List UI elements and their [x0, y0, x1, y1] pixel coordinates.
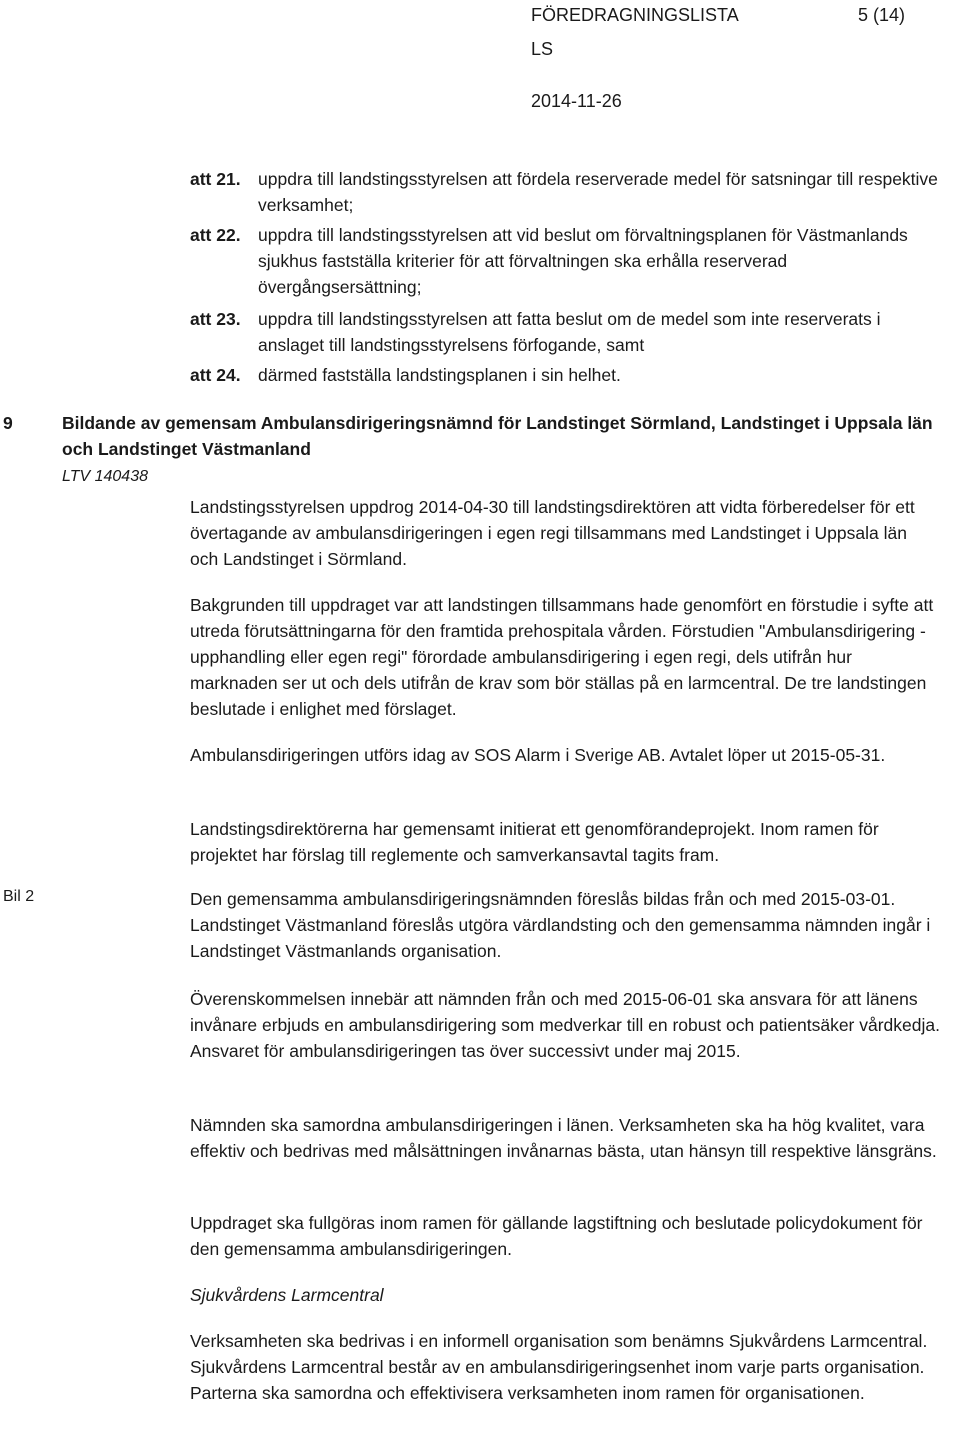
body-paragraph: Nämnden ska samordna ambulansdirigeringen i länen. Verksamheten ska ha hög kvalitet, vara effektiv och bedrivas med målsättningen invånarnas bästa, utan hänsyn till respektive länsgräns.: [190, 1115, 937, 1161]
body-paragraph: Överenskommelsen innebär att nämnden från och med 2015-06-01 ska ansvara för att länens invånare erbjuds en ambulansdirigering som medverkar till en robust och patientsäker vårdkedja. Ansvaret för ambulansdirigeringen tas över successivt under maj 2015.: [190, 989, 940, 1061]
attachment-note: Bil 2: [3, 888, 35, 905]
body-paragraph: Landstingsstyrelsen uppdrog 2014-04-30 till landstingsdirektören att vidta förberedelser för ett övertagande av ambulansdirigeringen i egen regi tillsammans med Landstinget i Uppsala län och Landstinget i Sörmland.: [190, 497, 915, 569]
att-text: uppdra till landstingsstyrelsen att fatta beslut om de medel som inte reserverats i anslaget till landstingsstyrelsens förfogande, samt: [258, 309, 881, 355]
att-text: därmed fastställa landstingsplanen i sin helhet.: [258, 365, 621, 385]
subheading: Sjukvårdens Larmcentral: [190, 1285, 384, 1305]
reference-number: LTV 140438: [62, 468, 148, 485]
page-number: 5 (14): [858, 5, 906, 25]
att-label: att 24.: [190, 365, 241, 385]
att-label: att 21.: [190, 169, 241, 189]
document-type: FÖREDRAGNINGSLISTA: [531, 5, 739, 25]
section-number: 9: [3, 413, 13, 433]
att-label: att 23.: [190, 309, 241, 329]
att-text: uppdra till landstingsstyrelsen att vid beslut om förvaltningsplanen för Västmanlands sjukhus fastställa kriterier för att förvaltningen ska erhålla reserverad övergångsersättning;: [258, 225, 908, 297]
body-paragraph: Ambulansdirigeringen utförs idag av SOS Alarm i Sverige AB. Avtalet löper ut 2015-05-31.: [190, 745, 886, 765]
body-paragraph: Uppdraget ska fullgöras inom ramen för gällande lagstiftning och beslutade policydokument för den gemensamma ambulansdirigeringen.: [190, 1213, 923, 1259]
document-date: 2014-11-26: [531, 91, 622, 111]
organization-code: LS: [531, 39, 554, 59]
body-paragraph: Landstingsdirektörerna har gemensamt initierat ett genomförandeprojekt. Inom ramen för projektet har förslag till reglemente och samverkansavtal tagits fram.: [190, 819, 879, 865]
section-title: Bildande av gemensam Ambulansdirigeringsnämnd för Landstinget Sörmland, Landstinget i Uppsala län och Landstinget Västmanland: [62, 413, 933, 459]
body-paragraph: Verksamheten ska bedrivas i en informell organisation som benämns Sjukvårdens Larmcentral. Sjukvårdens Larmcentral består av en ambulansdirigeringsenhet inom varje parts organisation. Parterna ska samordna och effektivisera verksamheten inom ramen för organisationen.: [190, 1331, 928, 1403]
att-label: att 22.: [190, 225, 241, 245]
body-paragraph: Bakgrunden till uppdraget var att landstingen tillsammans hade genomfört en förstudie i syfte att utreda förutsättningarna för den framtida prehospitala vården. Förstudien "Ambulansdirigering - upphandling eller egen regi" förordade ambulansdirigering i egen regi, dels utifrån hur marknaden ser ut och dels utifrån de krav som bör ställas på en larmcentral. De tre landstingen beslutade i enlighet med förslaget.: [190, 595, 934, 719]
body-paragraph: Den gemensamma ambulansdirigeringsnämnden föreslås bildas från och med 2015-03-01. Landstinget Västmanland föreslås utgöra värdlandsting och den gemensamma nämnden ingår i Landstinget Västmanlands organisation.: [190, 889, 931, 961]
att-text: uppdra till landstingsstyrelsen att fördela reserverade medel för satsningar till respektive verksamhet;: [258, 169, 938, 215]
